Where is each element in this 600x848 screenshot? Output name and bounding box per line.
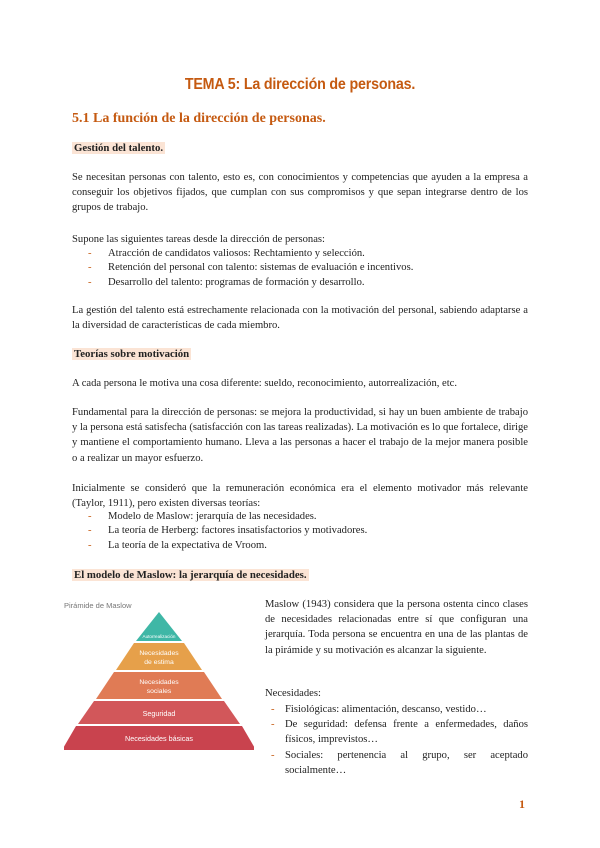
pyramid-title: Pirámide de Maslow: [64, 601, 132, 610]
list-item: - De seguridad: defensa frente a enfermedades, daños físicos, imprevistos…: [265, 717, 528, 747]
list-item: - Retención del personal con talento: sistemas de evaluación e incentivos.: [88, 261, 413, 275]
talent-paragraph-1: Se necesitan personas con talento, esto es, con conocimientos y competencias que ayuden a la empresa a conseguir los objetivos fijados, que cumplan con sus compromisos y que sepan integrarse dentro de los grupos de trabajo.: [72, 172, 528, 214]
pyramid-level-3-label-2: sociales: [146, 688, 172, 695]
motivation-paragraph-3: Inicialmente se consideró que la remuneración económica era el elemento motivador más relevante (Taylor, 1911), pero existen diversas teorías:: [72, 483, 528, 510]
list-item: - La teoría de Herberg: factores insatisfactorios y motivadores.: [88, 524, 367, 538]
motivation-heading: Teorías sobre motivación: [74, 348, 190, 360]
pyramid-level-2-label-2: de estima: [144, 659, 174, 666]
pyramid-level-3-label-1: Necesidades: [139, 679, 179, 686]
maslow-paragraph: Maslow (1943) considera que la persona ostenta cinco clases de necesidades relacionadas entre sí que configuran una jerarquía. Toda persona se encuentra en una de las plantas de la pirámide y su motivación es alcanzar la siguiente.: [265, 599, 528, 656]
pyramid-level-5-label: Necesidades básicas: [125, 734, 193, 743]
list-item: - Atracción de candidatos valiosos: Rechtamiento y selección.: [88, 247, 413, 261]
talent-paragraph-3: La gestión del talento está estrechamente relacionada con la motivación del personal, sabiendo adaptarse a la diversidad de características de cada miembro.: [72, 305, 528, 332]
talent-paragraph-2: Supone las siguientes tareas desde la dirección de personas:: [72, 234, 325, 245]
motivation-paragraph-1: A cada persona le motiva una cosa diferente: sueldo, reconocimiento, autorrealización, etc.: [72, 378, 458, 389]
talent-heading: Gestión del talento.: [74, 142, 164, 154]
theory-list: [88, 510, 367, 553]
pyramid-level-4-label: Seguridad: [142, 709, 176, 718]
needs-list: [265, 702, 528, 778]
talent-task-list: [88, 247, 413, 290]
motivation-paragraph-2: Fundamental para la dirección de personas: se mejora la productividad, si hay un buen ambiente de trabajo y la persona está satisfecha (satisfacción con las tareas realizadas). La motivación es lo que fortalece, dirige y mantiene el comportamiento humano. Lleva a las personas a hacer el trabajo de la mejor manera posible o a realizar un mayor esfuerzo.: [72, 407, 528, 464]
pyramid-level-2-label-1: Necesidades: [139, 650, 179, 657]
pyramid-level-1-label: Autorrealización: [142, 634, 176, 639]
list-item: - Modelo de Maslow: jerarquía de las necesidades.: [88, 510, 367, 524]
list-item: - Desarrollo del talento: programas de formación y desarrollo.: [88, 276, 413, 290]
needs-heading: Necesidades:: [265, 688, 321, 699]
page-number: 1: [519, 797, 525, 811]
section-heading: 5.1 La función de la dirección de personas.: [72, 111, 326, 126]
document-title: TEMA 5: La dirección de personas.: [184, 76, 416, 93]
list-item: - Sociales: pertenencia al grupo, ser aceptado socialmente…: [265, 748, 528, 778]
maslow-pyramid: [64, 598, 254, 758]
maslow-heading: El modelo de Maslow: la jerarquía de necesidades.: [74, 569, 307, 581]
list-item: - La teoría de la expectativa de Vroom.: [88, 539, 367, 553]
list-item: - Fisiológicas: alimentación, descanso, vestido…: [265, 702, 528, 717]
